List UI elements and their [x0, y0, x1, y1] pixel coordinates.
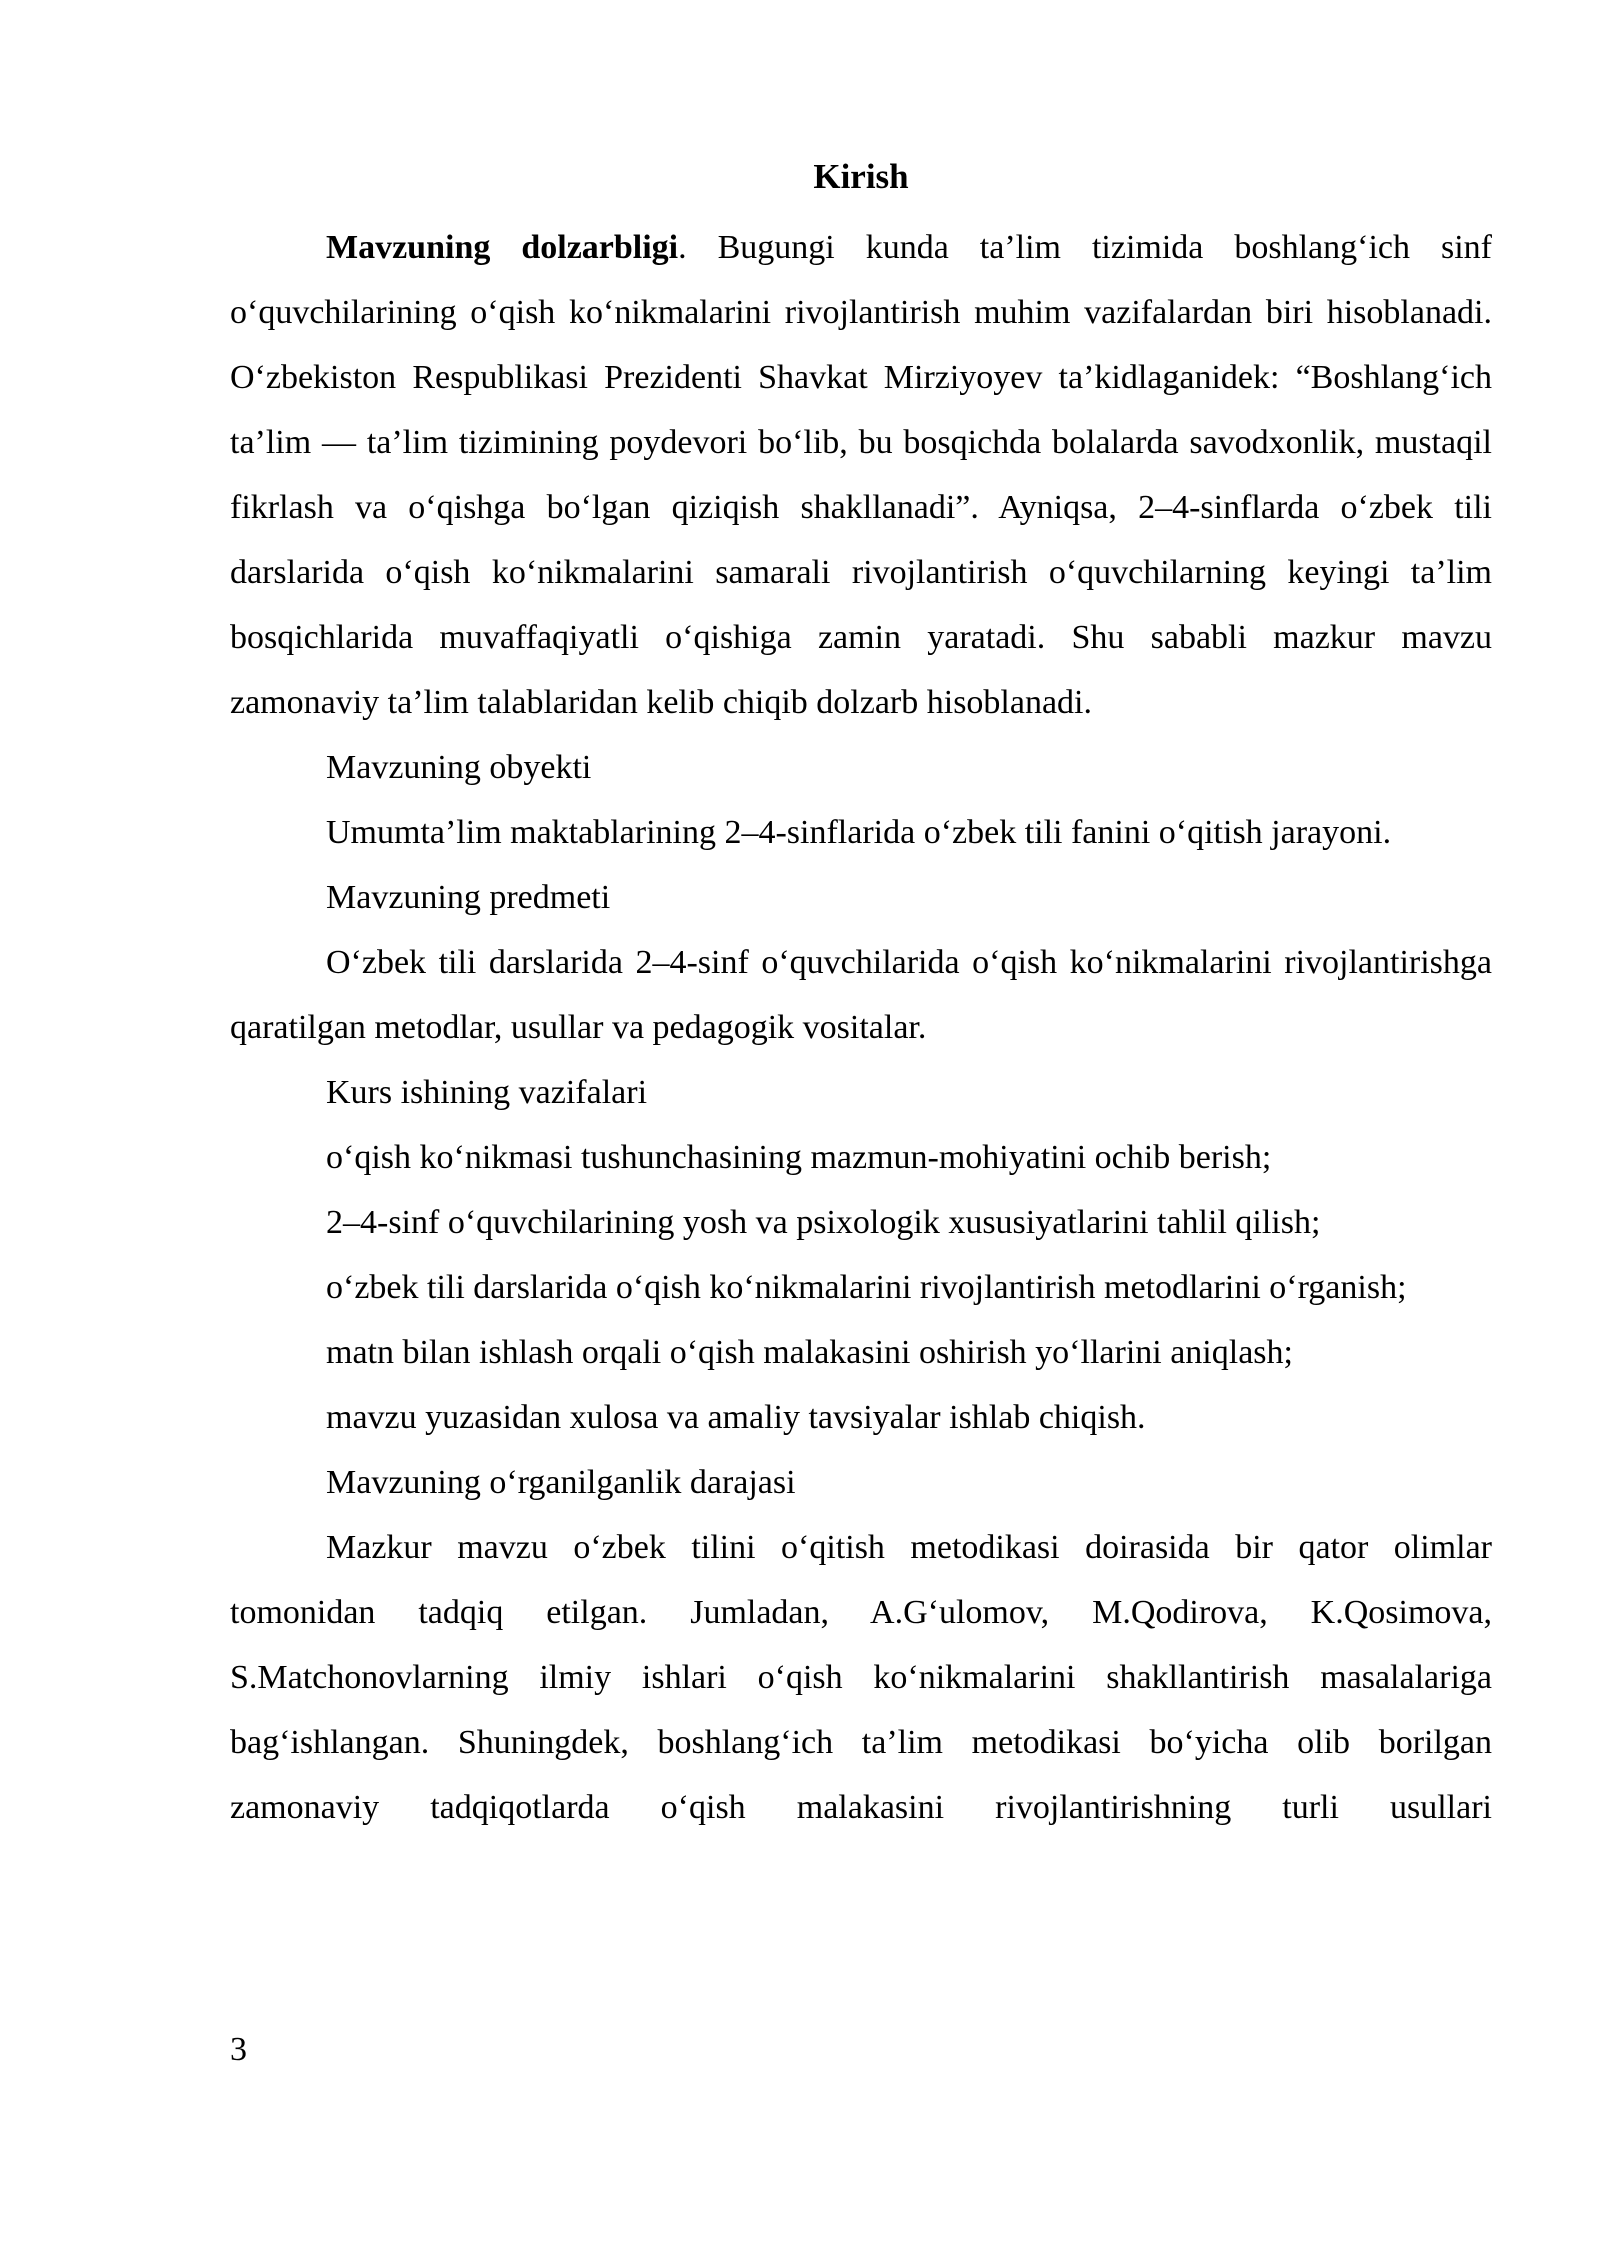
section-heading-object: Mavzuning obyekti — [326, 749, 592, 786]
document-page — [230, 150, 1492, 1840]
paragraph-subject: O‘zbek tili darslarida 2–4-sinf o‘quvchilarida o‘qish ko‘nikmalarini rivojlantirishga qaratilgan metodlar, usullar va pedagogik vositalar. — [230, 944, 1492, 1046]
relevance-text: . Bugungi kunda ta’lim tizimida boshlang‘ich sinf o‘quvchilarining o‘qish ko‘nikmalarini rivojlantirish muhim vazifalardan biri hisoblanadi. O‘zbekiston Respublikasi Prezidenti Shavkat Mirziyoyev ta’kidlaganidek: “Boshlang‘ich ta’lim — ta’lim tizimining poydevori bo‘lib, bu bosqichda bolalarda savodxonlik, mustaqil fikrlash va o‘qishga bo‘lgan qiziqish shakllanadi”. Ayniqsa, 2–4-sinflarda o‘zbek tili darslarida o‘qish ko‘nikmalarini samarali rivojlantirish o‘quvchilarning keyingi ta’lim bosqichlarida muvaffaqiyatli o‘qishiga zamin yaratadi. Shu sababli mazkur mavzu zamonaviy ta’lim talablaridan kelib chiqib dolzarb hisoblanadi. — [230, 229, 1492, 721]
task-item: mavzu yuzasidan xulosa va amaliy tavsiyalar ishlab chiqish. — [326, 1399, 1146, 1436]
task-item: o‘zbek tili darslarida o‘qish ko‘nikmalarini rivojlantirish metodlarini o‘rganish; — [326, 1269, 1407, 1306]
page-number: 3 — [230, 2031, 247, 2068]
task-item: 2–4-sinf o‘quvchilarining yosh va psixologik xususiyatlarini tahlil qilish; — [326, 1204, 1321, 1241]
page-title: Kirish — [813, 157, 909, 196]
paragraph-object: Umumta’lim maktablarining 2–4-sinflarida o‘zbek tili fanini o‘qitish jarayoni. — [326, 814, 1392, 851]
section-heading-study-level: Mavzuning o‘rganilganlik darajasi — [326, 1464, 796, 1501]
paragraph-study-level: Mazkur mavzu o‘zbek tilini o‘qitish metodikasi doirasida bir qator olimlar tomonidan tadqiq etilgan. Jumladan, A.G‘ulomov, M.Qodirova, K.Qosimova, S.Matchonovlarning ilmiy ishlari o‘qish ko‘nikmalarini shakllantirish masalalariga bag‘ishlangan. Shuningdek, boshlang‘ich ta’lim metodikasi bo‘yicha olib borilgan zamonaviy tadqiqotlarda o‘qish malakasini rivojlantirishning turli usullari — [230, 1529, 1492, 1826]
relevance-label: Mavzuning dolzarbligi — [326, 229, 679, 266]
task-item: matn bilan ishlash orqali o‘qish malakasini oshirish yo‘llarini aniqlash; — [326, 1334, 1293, 1371]
task-item: o‘qish ko‘nikmasi tushunchasining mazmun-mohiyatini ochib berish; — [326, 1139, 1272, 1176]
paragraph-relevance — [230, 215, 1492, 735]
section-heading-tasks: Kurs ishining vazifalari — [326, 1074, 648, 1111]
section-heading-subject: Mavzuning predmeti — [326, 879, 611, 916]
